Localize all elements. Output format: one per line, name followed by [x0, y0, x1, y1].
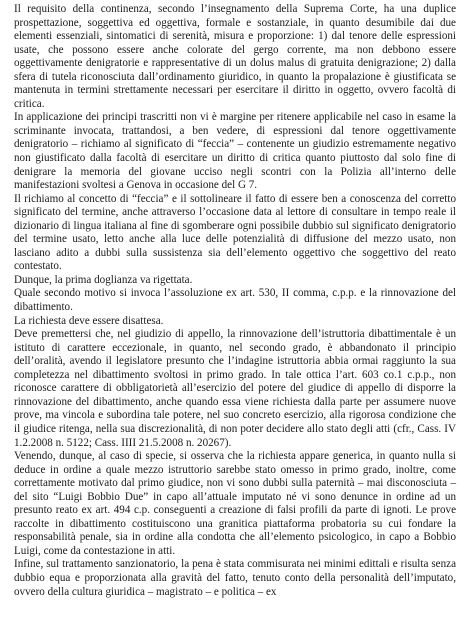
- paragraph-applicazione-principi: In applicazione dei principi trascritti non vi è margine per ritenere applicabile nel caso in esame la scriminante invocata, trattandosi, a ben vedere, di espressioni dal tenore oggettivamente denigratorio – richiamo al significato di “feccia” – contenente un giudizio estremamente negativo non giustificato dalla facoltà di esercitare un diritto di critica quanto piuttosto dal solo fine di denigrare la memoria del giovane ucciso negli scontri con la Polizia all’interno delle manifestazioni svoltesi a Genova in occasione del G 7.: [14, 111, 456, 192]
- paragraph-caso-di-specie: Venendo, dunque, al caso di specie, si osserva che la richiesta appare generica, in quanto nulla si deduce in ordine a quale mezzo istruttorio sarebbe stato omesso in primo grado, inoltre, come correttamente motivato dal primo giudice, non vi sono dubbi sulla paternità – mai disconosciuta – del sito “Luigi Bobbio Due” in capo all’attuale imputato né vi sono denunce in ordine ad un presunto reato ex art. 494 c.p. conseguenti a creazione di falsi profili da parte di ignoti. Le prove raccolte in dibattimento costituiscono una granitica piattaforma probatoria su cui fondare la responsabilità penale, sia in ordine alla condotta che all’elemento psicologico, in capo a Bobbio Luigi, come da contestazione in atti.: [14, 450, 456, 557]
- paragraph-secondo-motivo: Quale secondo motivo si invoca l’assoluzione ex art. 530, II comma, c.p.p. e la rinnovazione del dibattimento.: [14, 287, 456, 314]
- paragraph-continenza: Il requisito della continenza, secondo l’insegnamento della Suprema Corte, ha una duplice prospettazione, soggettiva ed oggettiva, formale e sostanziale, in quanto desumibile dai due elementi essenziali, sintomatici di serenità, misura e proporzione: 1) dal tenore delle espressioni usate, che possono essere anche colorate del gergo corrente, ma non debbono essere oggettivamente denigratorie e rappresentative di un dolus malus di gratuita denigrazione; 2) dalla sfera di tutela riconosciuta dall’ordinamento giuridico, in quanto la propalazione è giustificata se mantenuta in termini strettamente necessari per esercitare il diritto in oggetto, ovvero facoltà di critica.: [14, 3, 456, 110]
- paragraph-trattamento-sanzionatorio: Infine, sul trattamento sanzionatorio, la pena è stata commisurata nei minimi edittali e risulta senza dubbio equa e proporzionata alla gravità del fatto, tenuto conto della personalità dell’imputato, ovvero della cultura giuridica – magistrato – e politica – ex: [14, 558, 456, 598]
- paragraph-prima-doglianza: Dunque, la prima doglianza va rigettata.: [14, 273, 193, 286]
- paragraph-rinnovazione-istruttoria: Deve premettersi che, nel giudizio di appello, la rinnovazione dell’istruttoria dibattimentale è un istituto di carattere eccezionale, in quanto, nel secondo grado, è abbandonato il principio dell’oralità, avendo il legislatore presunto che l’indagine istruttoria abbia ormai raggiunto la sua completezza nel dibattimento svoltosi in primo grado. In tale ottica l’art. 603 co.1 c.p.p., non riconosce carattere di obbligatorietà all’esercizio del potere del giudice di appello di disporre la rinnovazione del dibattimento, anche quando essa viene richiesta dalla parte per assumere nuove prove, ma vincola e subordina tale potere, nel suo concreto esercizio, alla rigorosa condizione che il giudice ritenga, nella sua discrezionalità, di non poter decidere allo stato degli atti (cfr., Cass. IV 1.2.2008 n. 5122; Cass. IIII 21.5.2008 n. 20267).: [14, 328, 456, 449]
- paragraph-richiamo-feccia: Il richiamo al concetto di “feccia” e il sottolineare il fatto di essere ben a conoscenza del corretto significato del termine, anche attraverso l’occasione data al lettore di consultare in tempo reale il dizionario di lingua italiana al fine di sgomberare ogni possibile dubbio sul significato denigratorio del termine usato, letto anche alla luce delle potenzialità di diffusione del mezzo usato, non lasciano adito a dubbi sulla sussistenza sia dell’elemento oggettivo che soggettivo del reato contestato.: [14, 192, 456, 273]
- paragraph-richiesta-disattesa: La richiesta deve essere disattesa.: [14, 314, 164, 327]
